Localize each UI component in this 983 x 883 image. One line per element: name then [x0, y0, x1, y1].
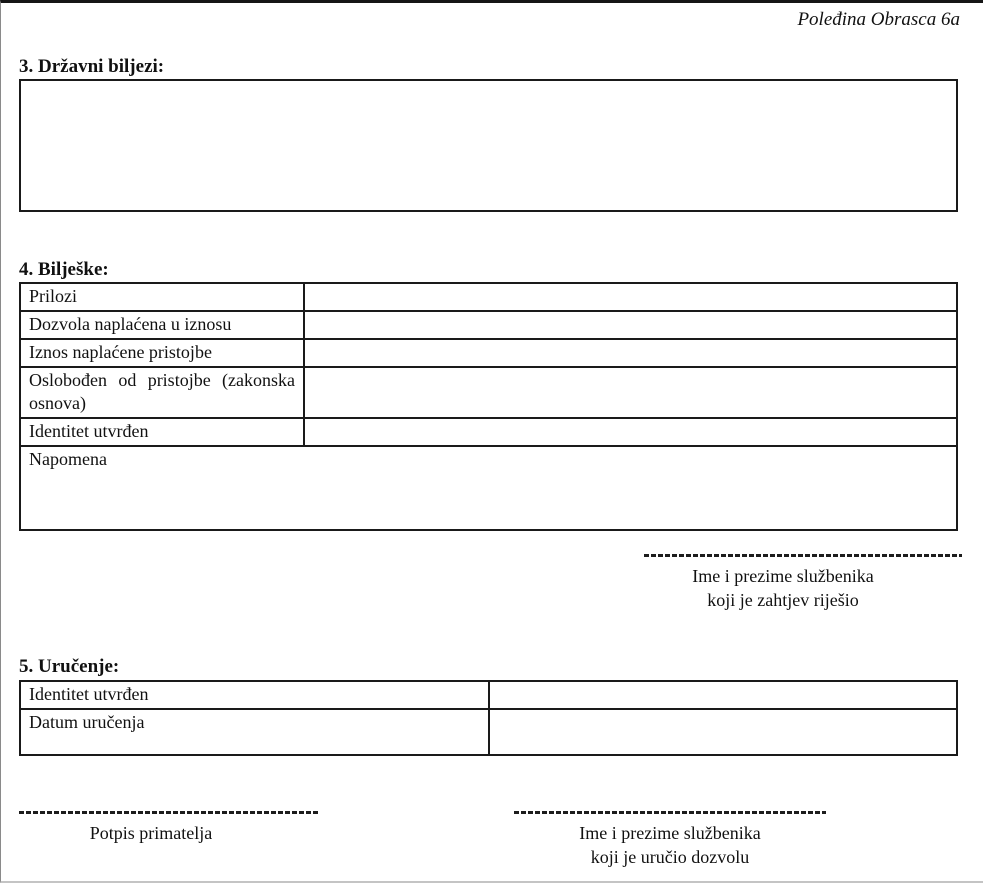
officer-resolved-caption: [644, 564, 962, 612]
notes-row-value-dozvola-naplacena[interactable]: [304, 311, 957, 339]
notes-row-label-osloboden-text: Oslobođen od pristojbe (zakonska osnova): [29, 370, 295, 413]
table-row: [20, 283, 957, 311]
delivery-row-value-datum[interactable]: [489, 709, 957, 755]
officer-delivered-line2: koji je uručio dozvolu: [590, 847, 750, 867]
signature-dash-line: [644, 554, 962, 557]
table-row: [20, 418, 957, 446]
notes-row-label-iznos-pristojbe: Iznos naplaćene pristojbe: [20, 339, 304, 367]
table-row: [20, 446, 957, 530]
officer-resolved-line1: Ime i prezime službenika: [692, 566, 874, 586]
table-row: [20, 709, 957, 755]
officer-resolved-line2: koji je zahtjev riješio: [707, 590, 859, 610]
notes-remark-label: Napomena: [29, 449, 107, 469]
recipient-signature-block: [19, 811, 319, 845]
notes-row-value-osloboden[interactable]: [304, 367, 957, 418]
notes-row-value-iznos-pristojbe[interactable]: [304, 339, 957, 367]
table-row: [20, 311, 957, 339]
notes-row-value-prilozi[interactable]: [304, 283, 957, 311]
table-row: [20, 681, 957, 709]
state-stamps-box[interactable]: [19, 79, 958, 212]
notes-heading: 4. Bilješke:: [19, 259, 109, 280]
notes-row-label-dozvola-naplacena: Dozvola naplaćena u iznosu: [20, 311, 304, 339]
notes-row-label-osloboden: [20, 367, 304, 418]
table-row: [20, 367, 957, 418]
recipient-caption: [19, 821, 319, 845]
officer-delivered-line1: Ime i prezime službenika: [579, 823, 761, 843]
signature-dash-line: [514, 811, 826, 814]
officer-delivered-signature-block: [514, 811, 826, 869]
notes-row-value-identitet[interactable]: [304, 418, 957, 446]
signature-dash-line: [19, 811, 319, 814]
delivery-table: [19, 680, 958, 756]
state-stamps-heading: 3. Državni biljezi:: [19, 56, 165, 77]
delivery-heading: 5. Uručenje:: [19, 656, 120, 677]
delivery-row-label-identitet: Identitet utvrđen: [20, 681, 489, 709]
notes-row-label-identitet: Identitet utvrđen: [20, 418, 304, 446]
table-row: [20, 339, 957, 367]
officer-delivered-caption: [514, 821, 826, 869]
recipient-line1: Potpis primatelja: [89, 823, 213, 843]
notes-remark-cell[interactable]: [20, 446, 957, 530]
delivery-row-value-identitet[interactable]: [489, 681, 957, 709]
notes-row-label-prilozi: Prilozi: [20, 283, 304, 311]
delivery-row-label-datum: Datum uručenja: [20, 709, 489, 755]
form-corner-note: Poleđina Obrasca 6a: [797, 9, 960, 30]
notes-table: [19, 282, 958, 531]
officer-resolved-signature-block: [644, 554, 962, 612]
